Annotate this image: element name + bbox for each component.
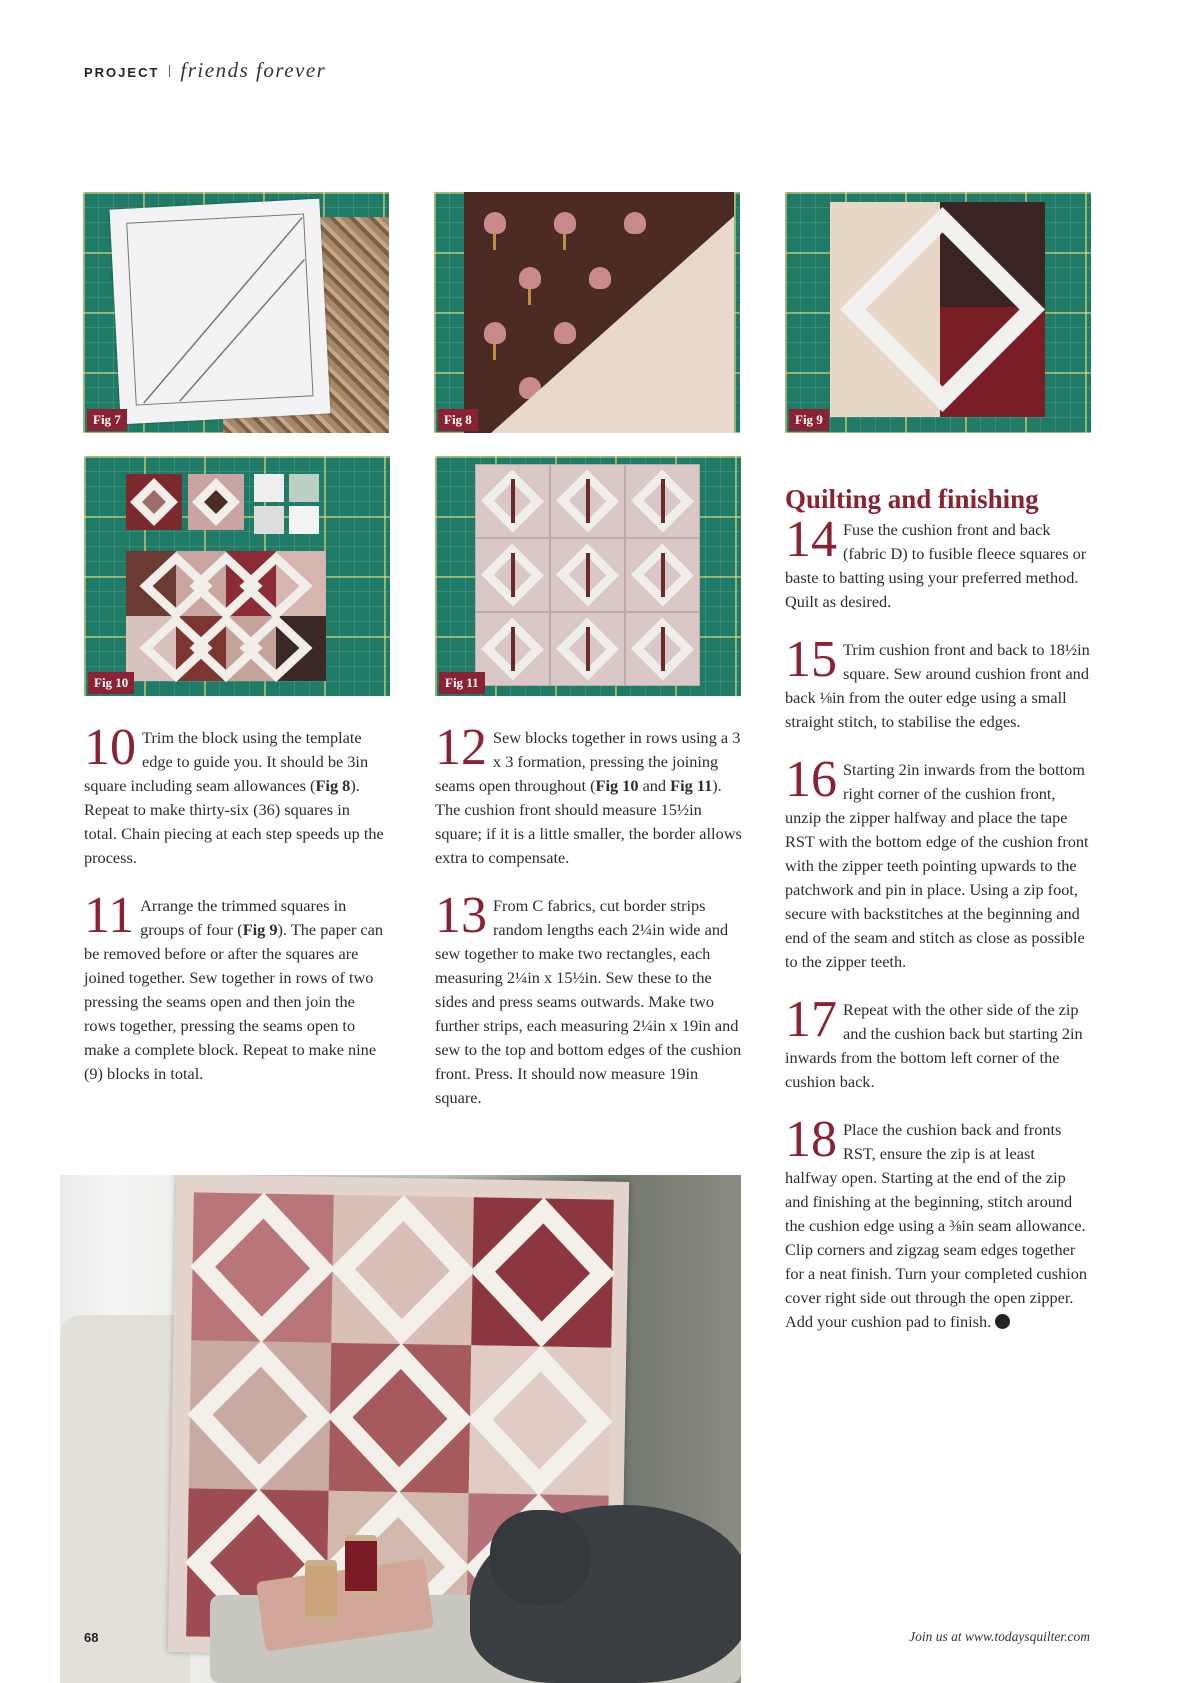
- step-15: [785, 631, 1090, 734]
- step-10: [84, 719, 384, 870]
- figure-ref: Fig 10: [595, 776, 639, 795]
- step-17: [785, 991, 1090, 1094]
- fig10-blocks: [84, 456, 390, 696]
- block: [475, 464, 550, 538]
- step-text: Place the cushion back and fronts RST, ensure the zip is at least halfway open. Starting at the end of the zip and finishing at the beginning, stitch around the cushion edge using a ⅜in seam allowance. Clip corners and zigzag seam edges together for a neat finish. Turn your completed cushion cover right side out through the open zipper. Add your cushion pad to finish.: [785, 1120, 1088, 1331]
- fig7-label: Fig 7: [87, 409, 127, 431]
- step-13: [435, 887, 745, 1110]
- stem-motif: [563, 234, 566, 250]
- page-number: 68: [84, 1630, 99, 1645]
- cat-head: [490, 1510, 590, 1605]
- page-header: [84, 58, 326, 83]
- heart-motif: [589, 267, 611, 289]
- project-title: friends forever: [180, 58, 327, 82]
- fig7-diagonal-lines: [110, 199, 331, 425]
- step-text: Sew blocks together in rows using a 3 x 3 formation, pressing the joining seams open throughout (Fig 10 and Fig 11). The cushion front should measure 15½in square; if it is a little smaller, the border allows extra to compensate.: [435, 728, 742, 867]
- figure-7: [83, 192, 389, 433]
- thread-spool: [345, 1535, 377, 1597]
- fig11-block-grid: [475, 464, 700, 686]
- header-divider: [169, 65, 170, 77]
- step-text: Trim the block using the template edge to guide you. It should be 3in square including seam allowances (Fig 8). Repeat to make thirty-six (36) squares in total. Chain piecing at each step speeds up the process.: [84, 728, 384, 867]
- step-number: 14: [785, 511, 837, 568]
- fig7-paper-template: [110, 199, 331, 425]
- step-number: 10: [84, 719, 136, 776]
- text-column-2: [435, 719, 745, 1134]
- block: [625, 538, 700, 612]
- block: [625, 612, 700, 686]
- heart-motif: [484, 212, 506, 234]
- stem-motif: [493, 234, 496, 250]
- block: [475, 612, 550, 686]
- step-16: [785, 751, 1090, 974]
- figure-ref: Fig 8: [315, 776, 351, 795]
- step-number: 11: [84, 887, 135, 944]
- step-text: Fuse the cushion front and back (fabric D) to fusible fleece squares or baste to batting using your preferred method. Quilt as desired.: [785, 520, 1087, 611]
- step-number: 16: [785, 751, 837, 808]
- step-12: [435, 719, 745, 870]
- section-heading: Quilting and finishing: [785, 484, 1039, 514]
- step-11: [84, 887, 384, 1086]
- block: [550, 612, 625, 686]
- heart-motif: [484, 322, 506, 344]
- block: [550, 464, 625, 538]
- step-text: Trim cushion front and back to 18½in square. Sew around cushion front and back ⅛in from the outer edge using a small straight stitch, to stabilise the edges.: [785, 640, 1090, 731]
- step-text: Repeat with the other side of the zip and the cushion back but starting 2in inwards from the bottom left corner of the cushion back.: [785, 1000, 1083, 1091]
- heart-motif: [624, 212, 646, 234]
- step-text: Starting 2in inwards from the bottom right corner of the cushion front, unzip the zipper halfway and place the tape RST with the bottom edge of the cushion front with the zipper teeth pointing upwards to the patchwork and pin in place. Using a zip foot, secure with backstitches at the beginning and end of the seam and stitch as close as possible to the zipper teeth.: [785, 760, 1089, 971]
- stem-motif: [493, 344, 496, 360]
- heart-motif: [519, 267, 541, 289]
- fig8-label: Fig 8: [438, 409, 478, 431]
- thread-spool: [305, 1560, 337, 1622]
- figure-9: [785, 192, 1091, 433]
- cushion-photo: [60, 1175, 741, 1683]
- step-number: 18: [785, 1111, 837, 1168]
- section-label: PROJECT: [84, 65, 160, 80]
- text-column-1: [84, 719, 384, 1110]
- text-column-3: [785, 484, 1090, 1358]
- fig10-label: Fig 10: [88, 672, 134, 694]
- block: [475, 538, 550, 612]
- fig11-label: Fig 11: [439, 672, 485, 694]
- figure-ref: Fig 11: [670, 776, 713, 795]
- step-text: Arrange the trimmed squares in groups of four (Fig 9). The paper can be removed before or after the squares are joined together. Sew together in rows of two pressing the seams open and then join the rows together, pressing the seams open to make a complete block. Repeat to make nine (9) blocks in total.: [84, 896, 384, 1083]
- figure-ref: Fig 9: [242, 920, 278, 939]
- step-number: 15: [785, 631, 837, 688]
- footer-website: Join us at www.todaysquilter.com: [909, 1629, 1090, 1644]
- heart-motif: [554, 322, 576, 344]
- step-number: 13: [435, 887, 487, 944]
- fig9-label: Fig 9: [789, 409, 829, 431]
- stem-motif: [528, 289, 531, 305]
- step-18: [785, 1111, 1090, 1334]
- figure-10: [84, 456, 390, 696]
- step-number: 17: [785, 991, 837, 1048]
- step-14: [785, 511, 1090, 614]
- step-number: 12: [435, 719, 487, 776]
- block: [625, 464, 700, 538]
- end-mark-icon: [995, 1314, 1010, 1329]
- figure-11: [435, 456, 741, 696]
- block: [550, 538, 625, 612]
- heart-motif: [554, 212, 576, 234]
- step-text: From C fabrics, cut border strips random lengths each 2¼in wide and sew together to make two rectangles, each measuring 2¼in x 15½in. Sew these to the sides and press seams outwards. Make two further strips, each measuring 2¼in x 19in and sew to the top and bottom edges of the cushion front. Press. It should now measure 19in square.: [435, 896, 742, 1107]
- figure-8: [434, 192, 740, 433]
